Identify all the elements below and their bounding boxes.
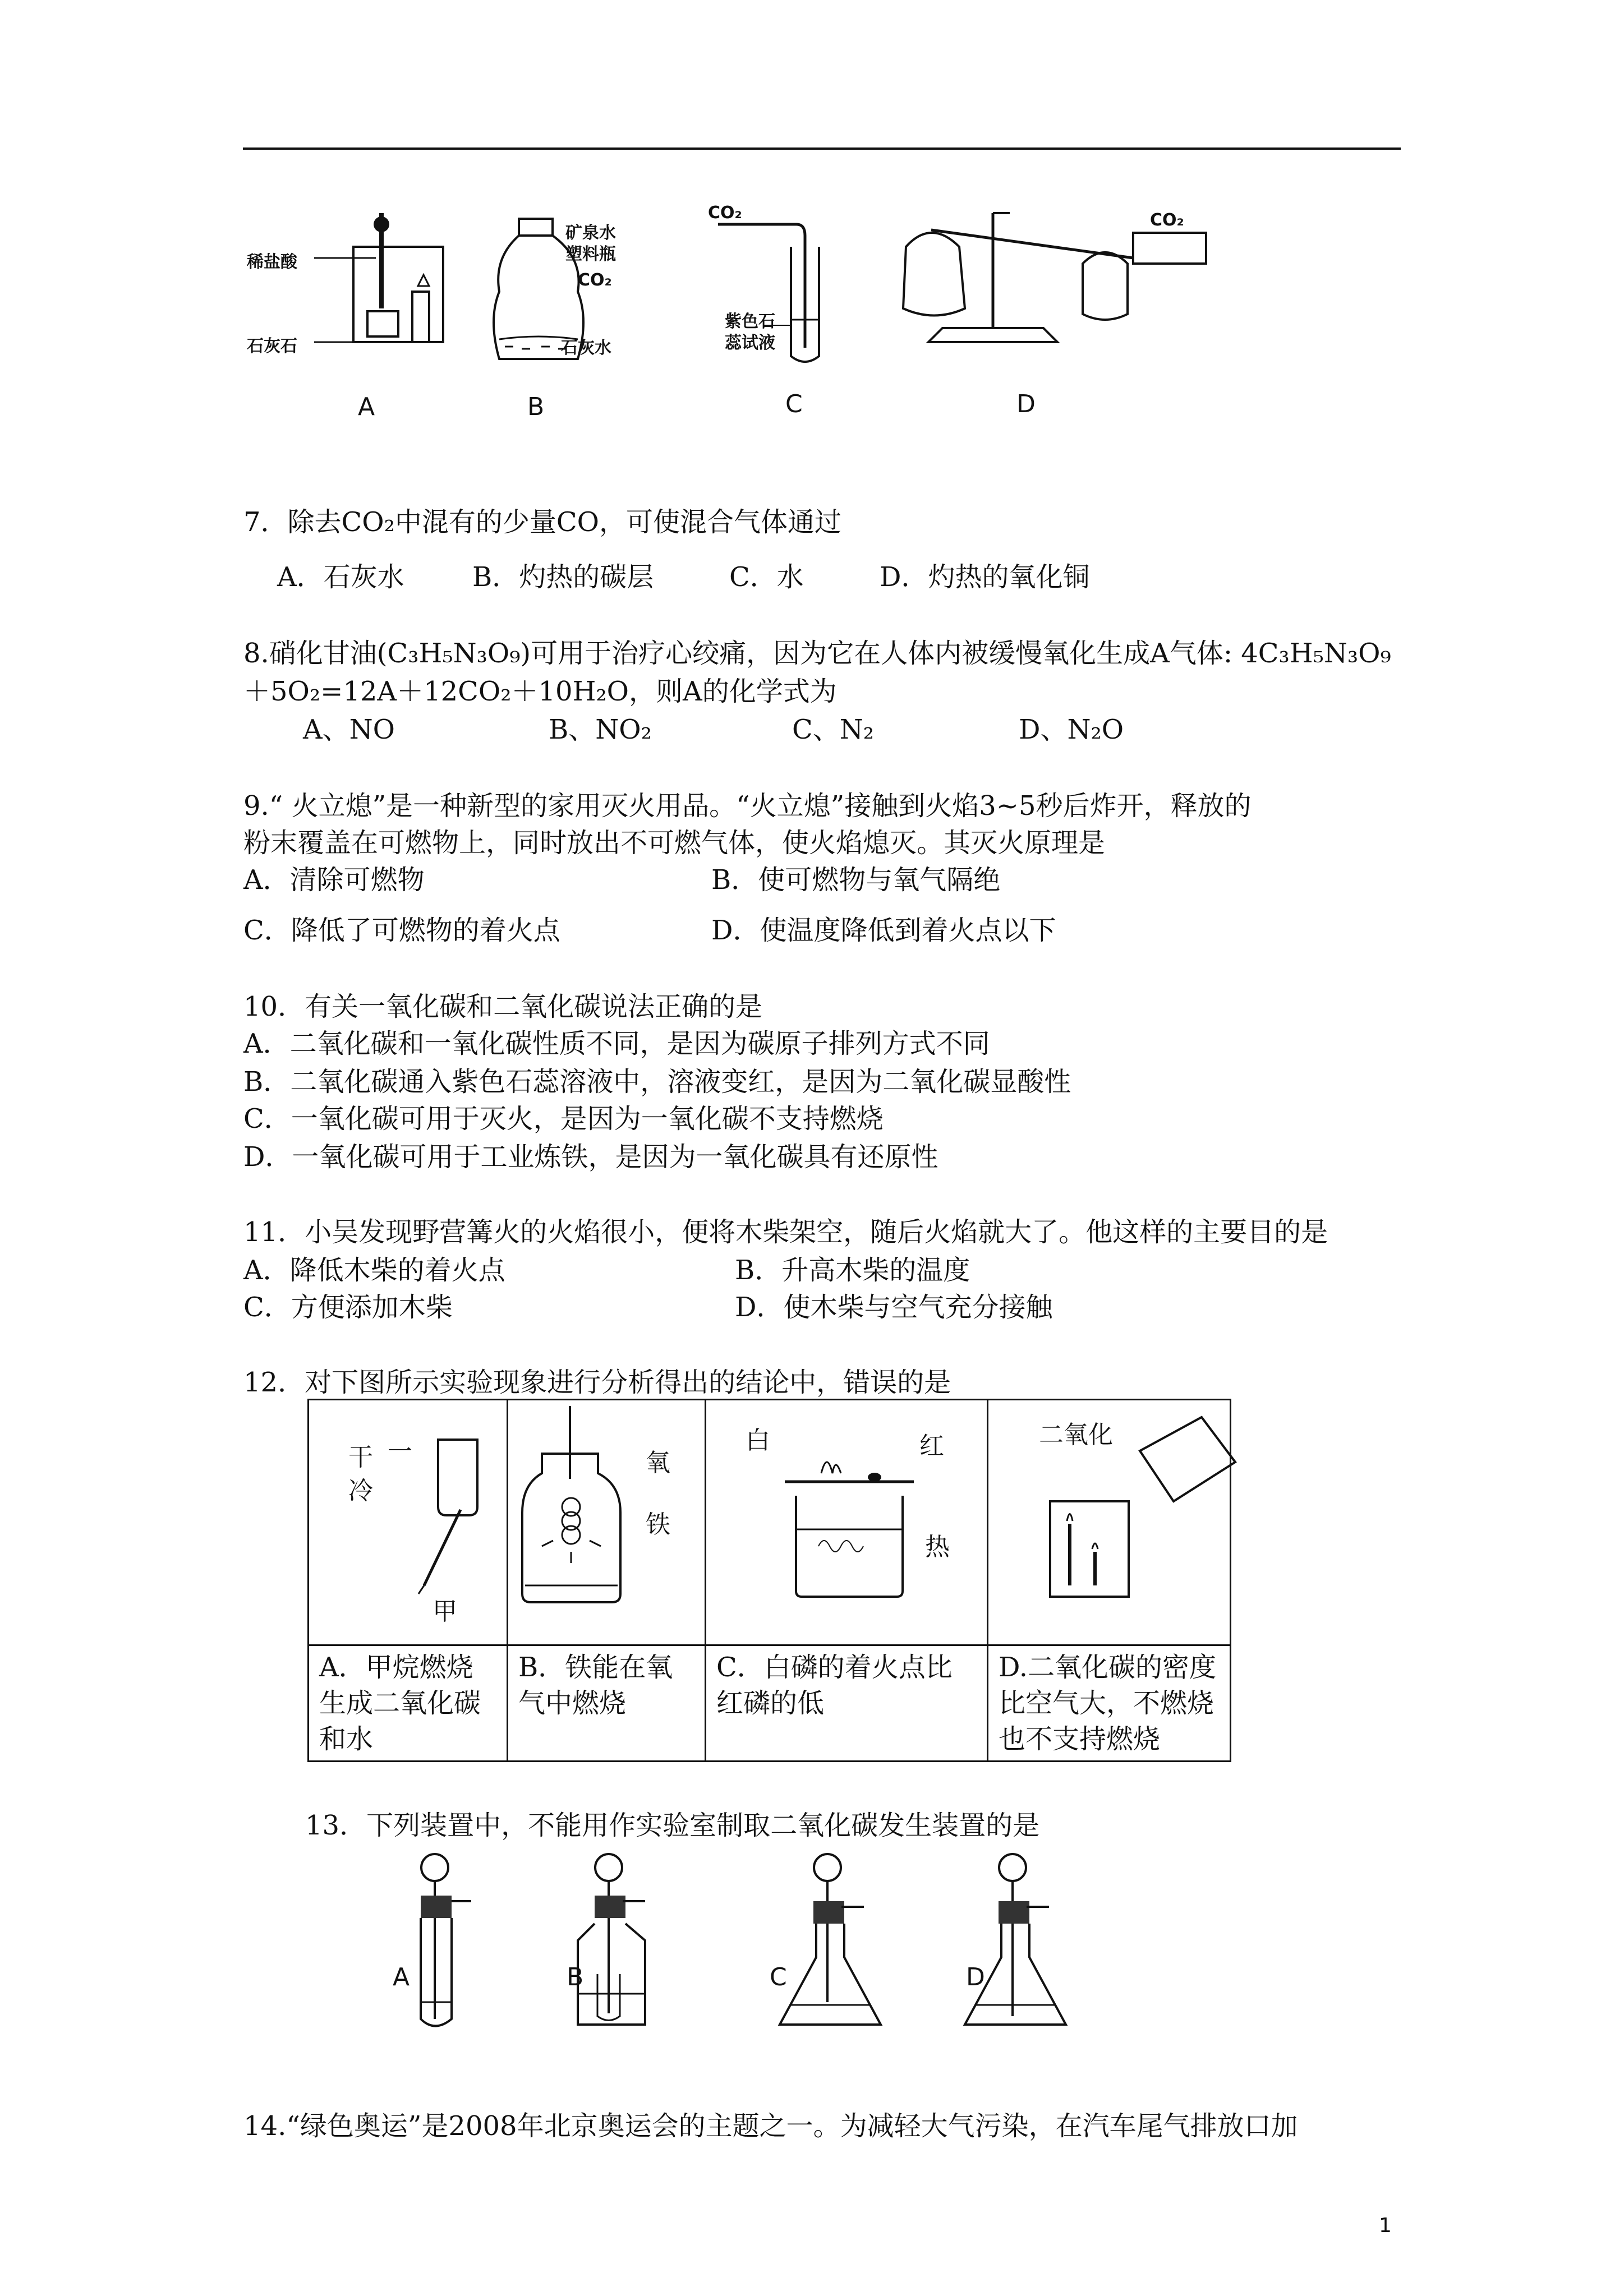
q11-option-d: D．使木柴与空气充分接触 — [735, 1292, 1053, 1323]
q7-option-a: A．石灰水 — [277, 561, 404, 593]
q13-label-b: B — [567, 1963, 584, 1991]
q8-option-a: A、NO — [303, 714, 395, 745]
q7-option-c: C．水 — [729, 561, 804, 593]
q12-text-row — [309, 1645, 1231, 1762]
q12-fig-a-label2: 冷 — [348, 1477, 373, 1505]
q12-fig-c-label1: 白 — [746, 1426, 770, 1455]
fig-d-label: D — [1016, 390, 1036, 418]
fig-b-gas: CO₂ — [578, 270, 612, 290]
header-rule — [243, 147, 1401, 150]
q12-stem: 12．对下图所示实验现象进行分析得出的结论中，错误的是 — [243, 1367, 951, 1398]
q10-stem: 10．有关一氧化碳和二氧化碳说法正确的是 — [243, 991, 763, 1022]
q9-option-d: D．使温度降低到着火点以下 — [711, 915, 1056, 946]
q9-option-a: A．清除可燃物 — [243, 864, 425, 896]
q11-option-a: A．降低木柴的着火点 — [243, 1255, 505, 1286]
q12-fig-a-label4: 甲 — [433, 1597, 457, 1626]
fig-c-label: C — [785, 390, 803, 418]
q9-line2: 粉末覆盖在可燃物上，同时放出不可燃气体，使火焰熄灭。其灭火原理是 — [243, 827, 1106, 859]
q14-stem: 14.“绿色奥运”是2008年北京奥运会的主题之一。为减轻大气污染，在汽车尾气排放口加 — [243, 2110, 1298, 2142]
q13-label-c: C — [770, 1963, 787, 1991]
q7-option-d: D．灼热的氧化铜 — [880, 561, 1090, 593]
figure-a-drawing — [314, 213, 454, 359]
q13-apparatus-d — [954, 1851, 1077, 2036]
q7-stem: 7．除去CO₂中混有的少量CO，可使混合气体通过 — [243, 506, 841, 538]
q8-option-c: C、N₂ — [792, 714, 874, 745]
fig-b-label: B — [527, 393, 545, 421]
q11-option-b: B．升高木柴的温度 — [735, 1255, 970, 1286]
q12-fig-b-drawing — [508, 1400, 724, 1644]
q12-cell-c: C．白磷的着火点比红磷的低 — [706, 1645, 988, 1762]
fig-b-bottle2: 塑料瓶 — [565, 245, 616, 264]
q12-fig-a-cell — [309, 1400, 508, 1645]
fig-c-gas: CO₂ — [708, 203, 742, 223]
fig-a-acid: 稀盐酸 — [247, 252, 297, 272]
fig-c-reagent1: 紫色石 — [725, 312, 775, 331]
q12-fig-b-label2: 铁 — [646, 1510, 670, 1539]
q12-table — [307, 1399, 1231, 1762]
q13-apparatus-a — [404, 1851, 494, 2036]
q12-fig-d-drawing — [988, 1400, 1250, 1644]
fig-a-label: A — [358, 393, 375, 421]
q12-fig-d-cell — [988, 1400, 1231, 1645]
fig-d-gas: CO₂ — [1150, 210, 1184, 230]
q12-fig-b-label1: 氧 — [646, 1449, 670, 1477]
q11-stem: 11．小吴发现野营篝火的火焰很小，便将木柴架空，随后火焰就大了。他这样的主要目的是 — [243, 1216, 1328, 1248]
q12-fig-c-label2: 红 — [919, 1432, 944, 1460]
q12-fig-a-label1: 干 — [348, 1443, 373, 1472]
q12-cell-a: A．甲烷燃烧生成二氧化碳和水 — [309, 1645, 508, 1762]
q12-fig-d-label1: 二氧化 — [1039, 1421, 1113, 1449]
q13-apparatus-b — [567, 1851, 668, 2036]
q12-fig-a-label3: 一 — [388, 1437, 412, 1466]
q13-stem: 13．下列装置中，不能用作实验室制取二氧化碳发生装置的是 — [305, 1810, 1040, 1841]
q13-apparatus-c — [769, 1851, 892, 2036]
q13-label-d: D — [966, 1963, 985, 1991]
q10-option-d: D．一氧化碳可用于工业炼铁，是因为一氧化碳具有还原性 — [243, 1141, 938, 1173]
fig-a-stone: 石灰石 — [247, 336, 297, 356]
page-number: 1 — [1379, 2214, 1392, 2237]
q12-fig-c-label3: 热 — [925, 1533, 950, 1561]
q8-option-d: D、N₂O — [1019, 714, 1124, 745]
q12-cell-b: B．铁能在氧气中燃烧 — [508, 1645, 706, 1762]
fig-c-reagent2: 蕊试液 — [725, 333, 775, 353]
q10-option-a: A．二氧化碳和一氧化碳性质不同，是因为碳原子排列方式不同 — [243, 1028, 990, 1059]
q12-cell-d: D.二氧化碳的密度比空气大，不燃烧也不支持燃烧 — [988, 1645, 1231, 1762]
q12-fig-b-cell — [508, 1400, 706, 1645]
q13-label-a: A — [393, 1963, 410, 1991]
q10-option-b: B．二氧化碳通入紫色石蕊溶液中，溶液变红，是因为二氧化碳显酸性 — [243, 1066, 1071, 1098]
q8-option-b: B、NO₂ — [549, 714, 652, 745]
q11-option-c: C．方便添加木柴 — [243, 1292, 453, 1323]
q7-option-b: B．灼热的碳层 — [472, 561, 654, 593]
fig-b-bottle1: 矿泉水 — [565, 223, 616, 243]
q12-figure-row — [309, 1400, 1231, 1645]
q12-fig-c-cell — [706, 1400, 988, 1645]
q10-option-c: C．一氧化碳可用于灭火，是因为一氧化碳不支持燃烧 — [243, 1103, 884, 1135]
q9-line1: 9.“ 火立熄”是一种新型的家用灭火用品。“火立熄”接触到火焰3~5秒后炸开，释放的 — [243, 790, 1252, 822]
q9-option-b: B．使可燃物与氧气隔绝 — [711, 864, 1001, 896]
fig-b-liquid: 石灰水 — [561, 338, 611, 358]
q8-line2: ＋5O₂=12A＋12CO₂＋10H₂O，则A的化学式为 — [243, 676, 837, 707]
q8-line1: 8.硝化甘油(C₃H₅N₃O₉)可用于治疗心绞痛，因为它在人体内被缓慢氧化生成A气体: 4C₃H₅N₃O₉ — [243, 638, 1391, 669]
q9-option-c: C．降低了可燃物的着火点 — [243, 915, 560, 946]
